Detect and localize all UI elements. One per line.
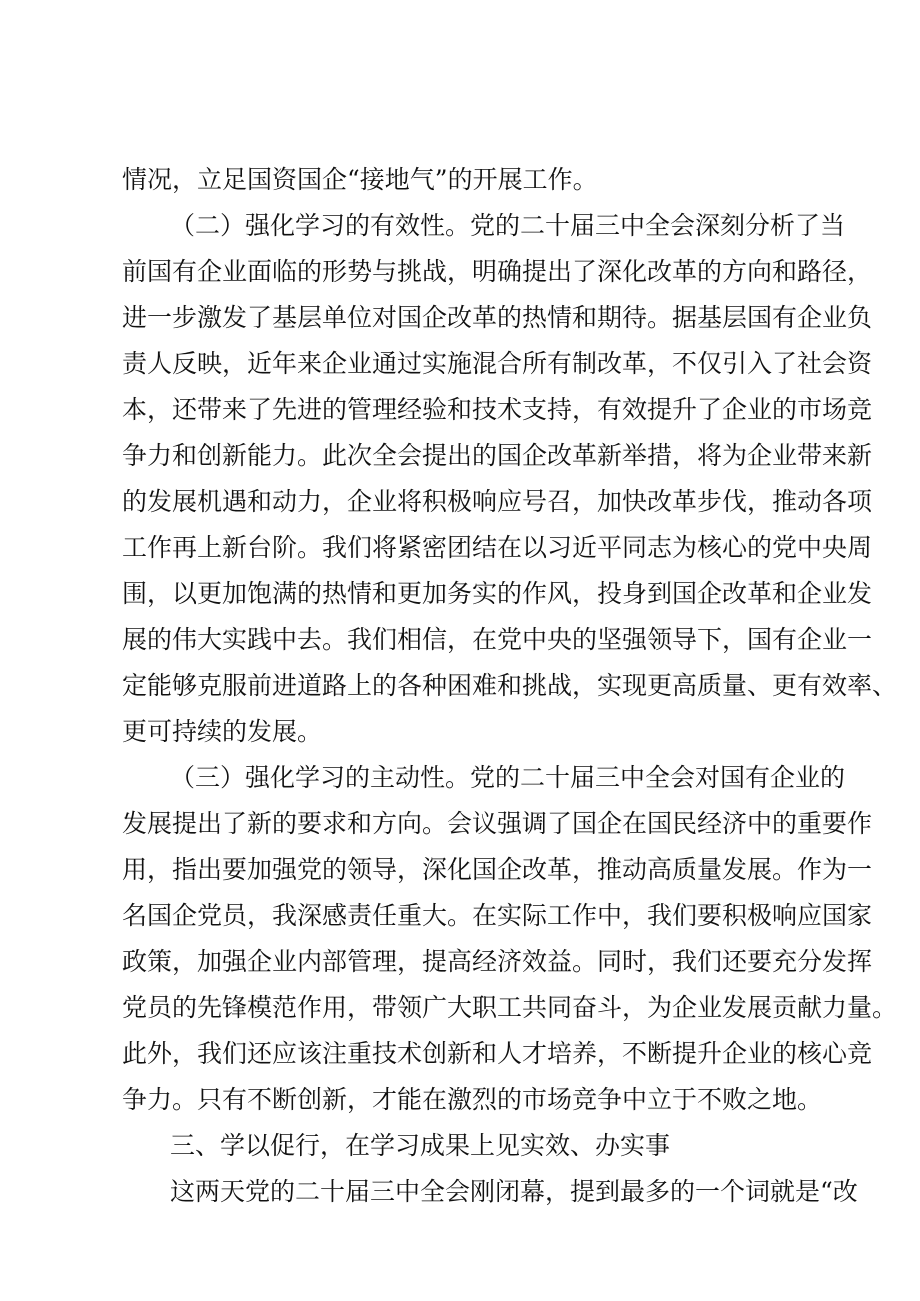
paragraph-line: 更可持续的发展。 — [122, 717, 323, 746]
paragraph-line: 定能够克服前进道路上的各种困难和挑战，实现更高质量、更有效率、 — [122, 671, 898, 700]
paragraph-line: 工作再上新台阶。我们将紧密团结在以习近平同志为核心的党中央周 — [122, 533, 873, 562]
paragraph-line: 的发展机遇和动力，企业将积极响应号召，加快改革步伐，推动各项 — [122, 487, 873, 516]
paragraph-line: 党员的先锋模范作用，带领广大职工共同奋斗，为企业发展贡献力量。 — [122, 993, 898, 1022]
paragraph-line: 争力。只有不断创新，才能在激烈的市场竞争中立于不败之地。 — [122, 1085, 823, 1114]
paragraph-line: 争力和创新能力。此次全会提出的国企改革新举措，将为企业带来新 — [122, 441, 873, 470]
paragraph-line: 围，以更加饱满的热情和更加务实的作风，投身到国企改革和企业发 — [122, 579, 873, 608]
paragraph-line: 名国企党员，我深感责任重大。在实际工作中，我们要积极响应国家 — [122, 901, 873, 930]
paragraph-line: （二）强化学习的有效性。党的二十届三中全会深刻分析了当 — [170, 211, 846, 240]
paragraph-line: 前国有企业面临的形势与挑战，明确提出了深化改革的方向和路径， — [122, 257, 873, 286]
paragraph-line: （三）强化学习的主动性。党的二十届三中全会对国有企业的 — [170, 763, 846, 792]
paragraph-line: 进一步激发了基层单位对国企改革的热情和期待。据基层国有企业负 — [122, 303, 873, 332]
paragraph-line: 本，还带来了先进的管理经验和技术支持，有效提升了企业的市场竞 — [122, 395, 873, 424]
paragraph-line: 情况，立足国资国企“接地气”的开展工作。 — [122, 165, 598, 194]
section-heading: 三、学以促行，在学习成果上见实效、办实事 — [170, 1131, 671, 1160]
paragraph-line: 发展提出了新的要求和方向。会议强调了国企在国民经济中的重要作 — [122, 809, 873, 838]
paragraph-line: 这两天党的二十届三中全会刚闭幕，提到最多的一个词就是“改 — [170, 1177, 858, 1206]
paragraph-line: 责人反映，近年来企业通过实施混合所有制改革，不仅引入了社会资 — [122, 349, 873, 378]
paragraph-line: 此外，我们还应该注重技术创新和人才培养，不断提升企业的核心竞 — [122, 1039, 873, 1068]
paragraph-line: 用，指出要加强党的领导，深化国企改革，推动高质量发展。作为一 — [122, 855, 873, 884]
paragraph-line: 政策，加强企业内部管理，提高经济效益。同时，我们还要充分发挥 — [122, 947, 873, 976]
paragraph-line: 展的伟大实践中去。我们相信，在党中央的坚强领导下，国有企业一 — [122, 625, 873, 654]
